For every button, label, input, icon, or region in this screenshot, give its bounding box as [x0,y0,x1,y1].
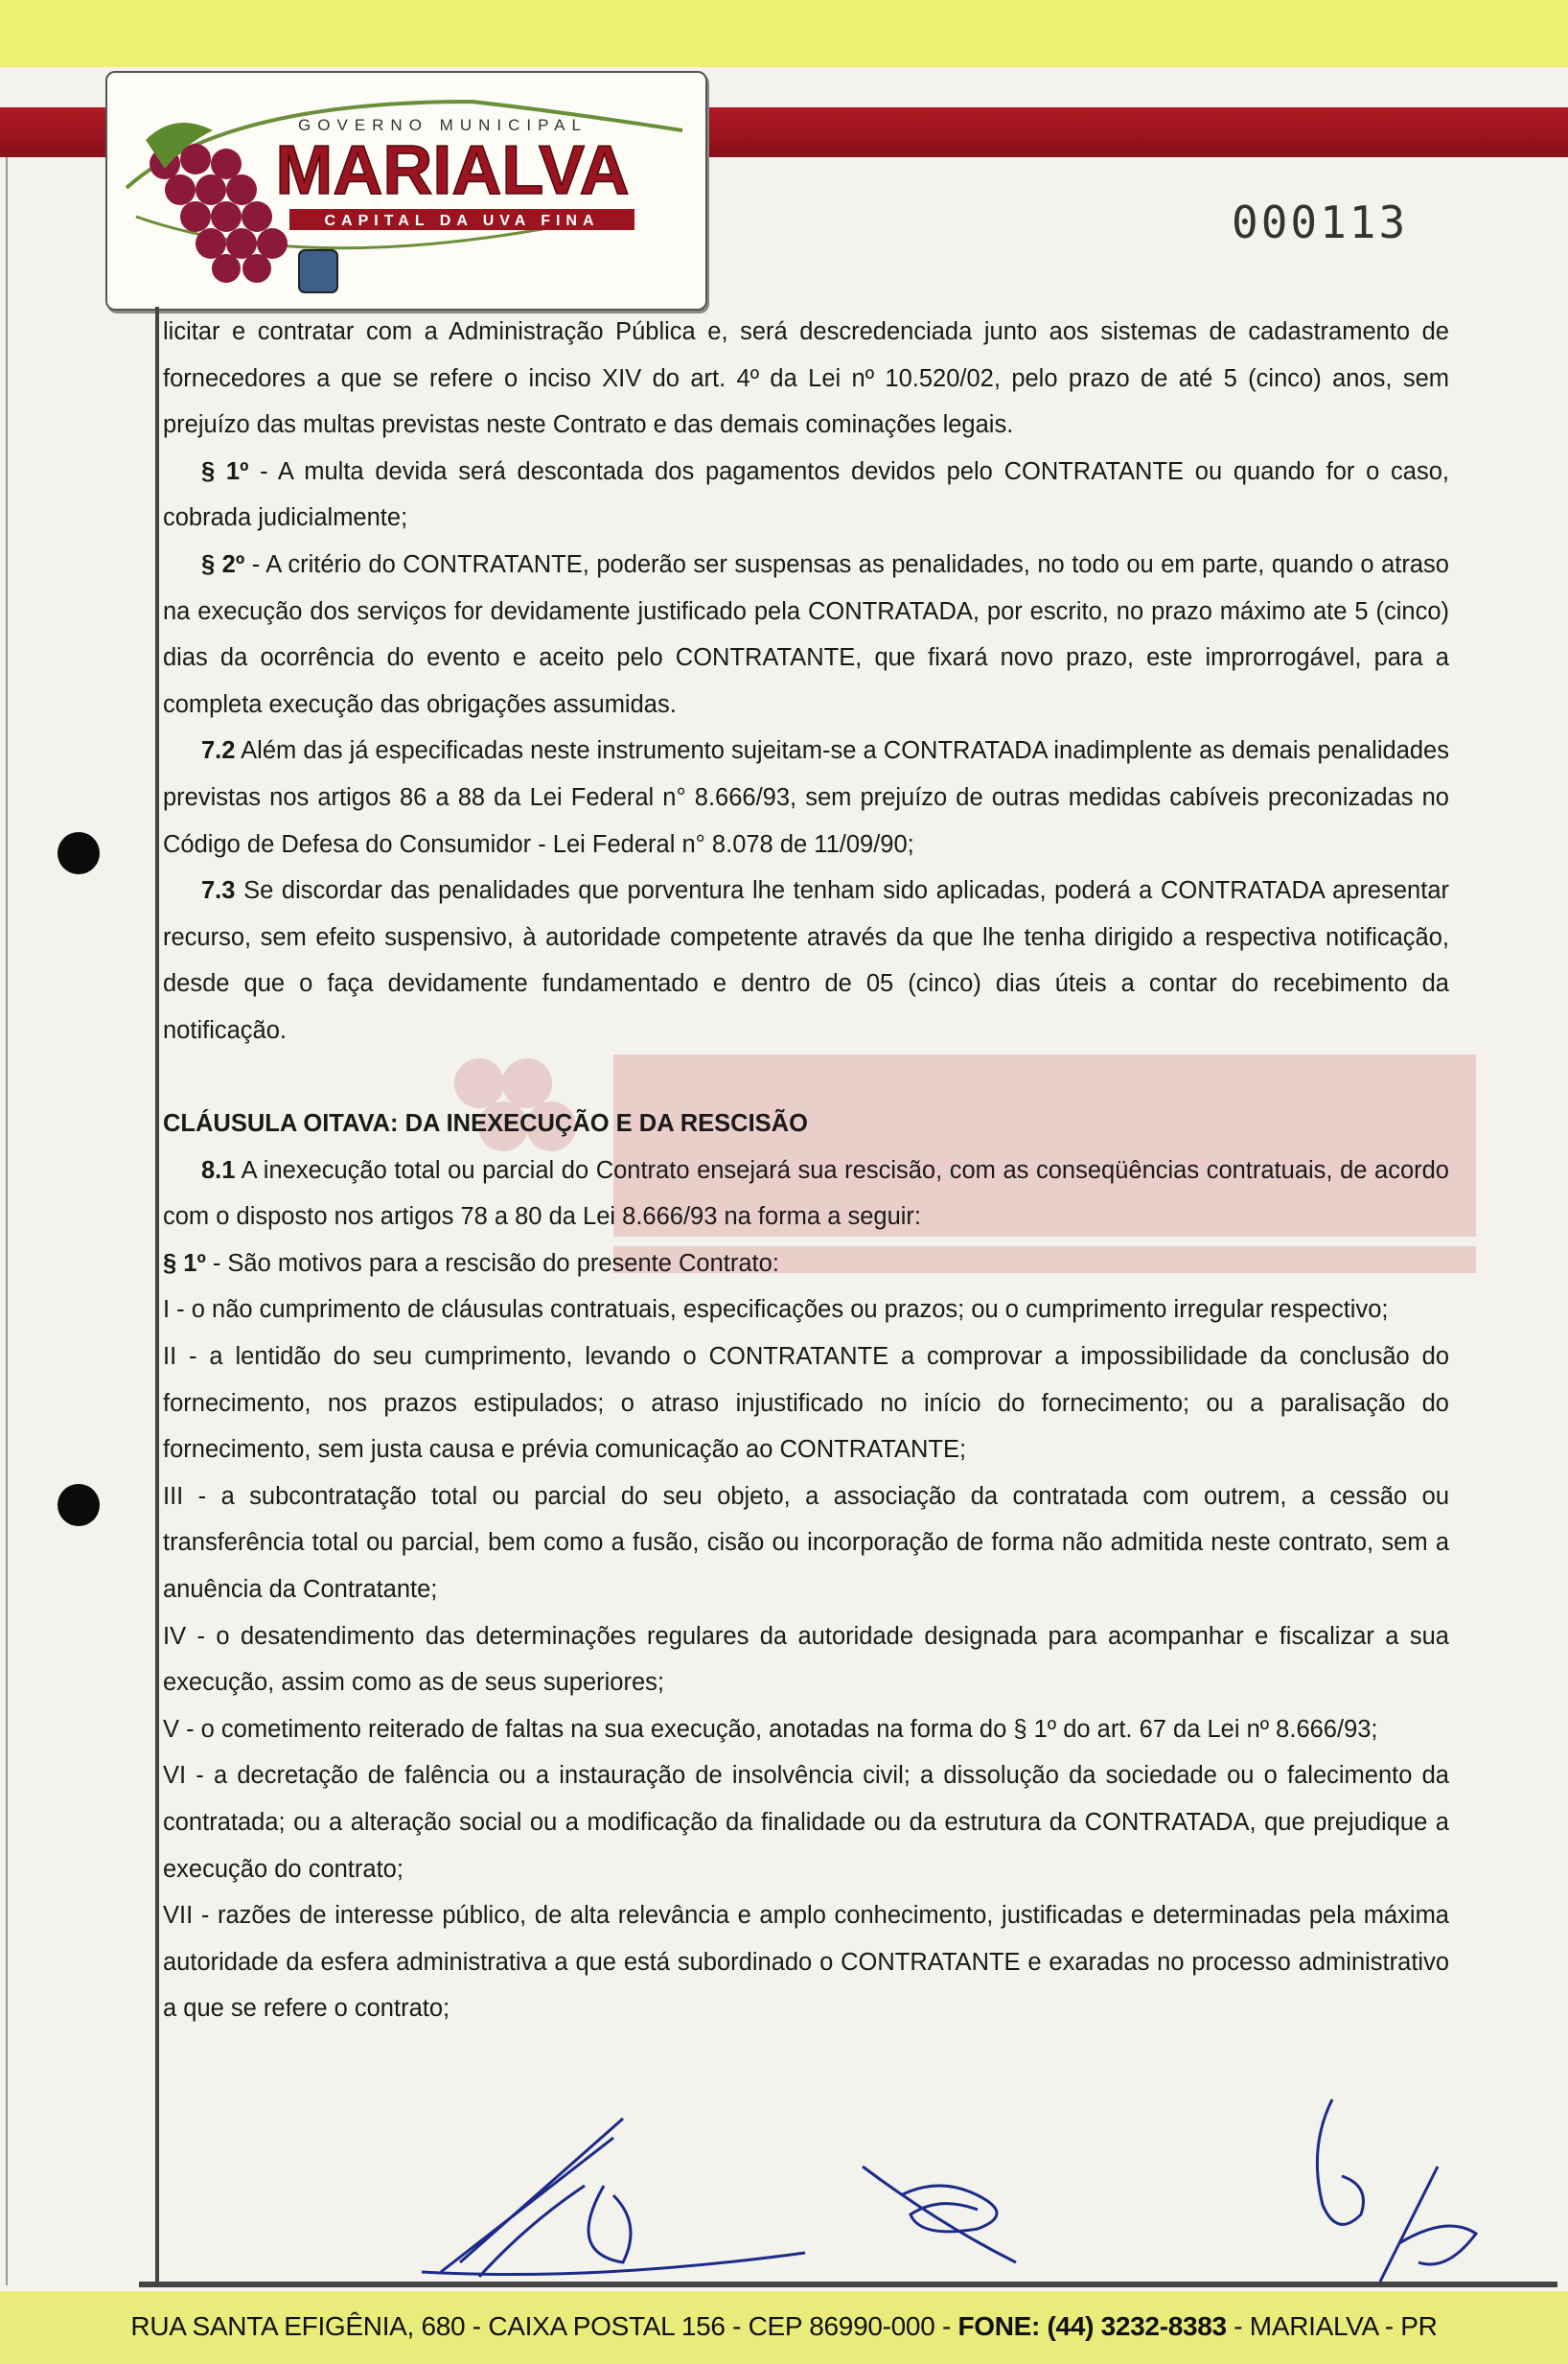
item-text: Se discordar das penalidades que porventura lhe tenham sido aplicadas, poderá a CONTRATADA apresentar recurso, sem efeito suspensivo, à autoridade competente através da que lhe tenha dirigido a respectiva notificação, desde que o faça devidamente fundamentado e dentro de 05 (cinco) dias úteis a contar do recebimento da notificação. [163,877,1449,1044]
item-7-3 [163,868,1449,1054]
item-text: Além das já especificadas neste instrumento sujeitam-se a CONTRATADA inadimplente as demais penalidades previstas nos artigos 86 a 88 da Lei Federal n° 8.666/93, sem prejuízo de outras medidas cabíveis preconizadas no Código de Defesa do Consumidor - Lei Federal n° 8.078 de 11/09/90; [163,737,1449,858]
item-7-2 [163,728,1449,868]
header-yellow-band [0,0,1568,67]
signature-mark [422,2099,1476,2282]
punch-hole [58,1484,100,1526]
paragraph-8-1 [163,1240,1449,1287]
phone-text: FONE: (44) 3232-8383 [957,2311,1227,2341]
paragraph-label: § 1º [163,1249,206,1277]
item-label: 7.3 [201,877,236,905]
body-left-rule [155,307,159,2282]
contract-body [163,309,1449,2032]
item-label: 7.2 [201,737,236,765]
paragraph-text: - A critério do CONTRATANTE, poderão ser suspensas as penalidades, no todo ou em parte, quando o atraso na execução dos serviços for devidamente justificado pela CONTRATADA, por escrito, no prazo máximo ate 5 (cinco) dias da ocorrência do evento e aceito pelo CONTRATANTE, que fixará novo prazo, este improrrogável, para a completa execução das obrigações assumidas. [163,550,1449,718]
address-text: RUA SANTA EFIGÊNIA, 680 - CAIXA POSTAL 156 - CEP 86990-000 - [130,2311,958,2341]
document-number: 000113 [1232,197,1409,248]
left-margin-line [6,157,8,2285]
paragraph-text: - São motivos para a rescisão do presente Contrato: [205,1249,779,1277]
rescission-item: III - a subcontratação total ou parcial do seu objeto, a associação da contratada com outrem, a cessão ou transferência total ou parcial, bem como a fusão, cisão ou incorporação de forma não admitida neste contrato, sem a anuência da Contratante; [163,1482,1449,1604]
paragraph-text: - A multa devida será descontada dos pagamentos devidos pelo CONTRATANTE ou quando for o caso, cobrada judicialmente; [163,457,1449,532]
city-text: - MARIALVA - PR [1226,2311,1438,2341]
paragraph-continuation: licitar e contratar com a Administração Pública e, será descredenciada junto aos sistemas de cadastramento de fornecedores a que se refere o inciso XIV do art. 4º da Lei nº 10.520/02, pelo prazo de até 5 (cinco) anos, sem prejuízo das multas previstas neste Contrato e das demais cominações legais. [163,318,1449,439]
footer-address [0,2311,1568,2342]
item-label: 8.1 [201,1156,236,1184]
clause-title: CLÁUSULA OITAVA: DA INEXECUÇÃO E DA RESCISÃO [163,1110,808,1138]
paragraph-1 [163,449,1449,542]
paragraph-2 [163,542,1449,728]
city-name: MARIALVA [275,132,630,209]
item-8-1 [163,1147,1449,1240]
grape-logo-icon [107,73,705,309]
rescission-item: IV - o desatendimento das determinações regulares da autoridade designada para acompanhar e fiscalizar a sua execução, assim como as de seus superiores; [163,1622,1449,1697]
spacer [163,1055,1449,1101]
gov-label: GOVERNO MUNICIPAL [298,116,588,134]
rescission-item: VI - a decretação de falência ou a instauração de insolvência civil; a dissolução da sociedade ou o falecimento da contratada; ou a alteração social ou a modificação da finalidade ou da estrutura da CONTRATADA, que prejudique a execução do contrato; [163,1762,1449,1883]
paragraph-label: § 2º [201,550,245,578]
rescission-item: V - o cometimento reiterado de faltas na sua execução, anotadas na forma do § 1º do art. 67 da Lei nº 8.666/93; [163,1715,1378,1743]
paragraph-label: § 1º [201,457,249,485]
punch-hole [58,832,100,874]
signatures [403,2071,1533,2291]
item-text: A inexecução total ou parcial do Contrato ensejará sua rescisão, com as conseqüências contratuais, de acordo com o disposto nos artigos 78 a 80 da Lei 8.666/93 na forma a seguir: [163,1156,1449,1231]
rescission-item: I - o não cumprimento de cláusulas contratuais, especificações ou prazos; ou o cumprimento irregular respectivo; [163,1296,1389,1324]
rescission-item: II - a lentidão do seu cumprimento, levando o CONTRATANTE a comprovar a impossibilidade da conclusão do fornecimento, nos prazos estipulados; o atraso injustificado no início do fornecimento; ou a paralisação do fornecimento, sem justa causa e prévia comunicação ao CONTRATANTE; [163,1343,1449,1464]
footer-rule [139,2282,1557,2287]
slogan: CAPITAL DA UVA FINA [324,213,600,229]
municipal-logo [105,71,707,311]
rescission-item: VII - razões de interesse público, de alta relevância e amplo conhecimento, justificadas e determinadas pela máxima autoridade da esfera administrativa a que está subordinado o CONTRATANTE e exaradas no processo administrativo a que se refere o contrato; [163,1902,1449,2023]
